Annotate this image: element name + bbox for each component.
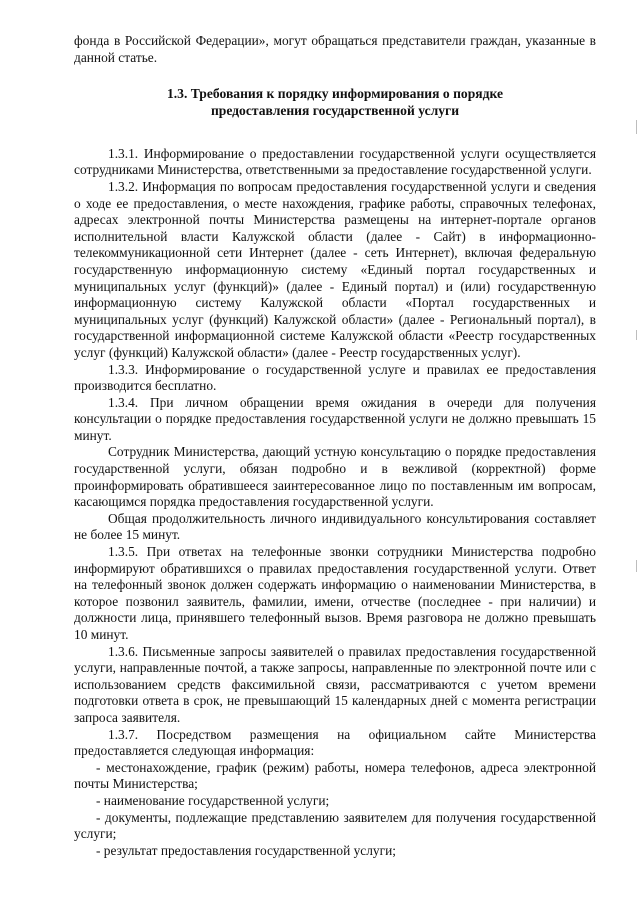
section-heading-line-2: предоставления государственной услуги <box>210 102 460 118</box>
paragraph-1-3-3: 1.3.3. Информирование о государственной услуге и правилах ее предоставления производится бесплатно. <box>74 361 596 394</box>
paragraph-1-3-4: 1.3.4. При личном обращении время ожидания в очереди для получения консультации о порядке предоставления государственной услуги не должно превышать 15 минут. <box>74 394 596 443</box>
document-body <box>74 33 596 859</box>
scan-artifact <box>636 120 637 134</box>
paragraph-duration: Общая продолжительность личного индивидуального консультирования составляет не более 15 минут. <box>74 510 596 543</box>
paragraph-1-3-6: 1.3.6. Письменные запросы заявителей о правилах предоставления государственной услуги, направленные почтой, а также запросы, направленные по электронной почте или с использованием средств факсимильной связи, рассматриваются с учетом времени подготовки ответа в срок, не превышающий 15 календарных дней с момента регистрации запроса заявителя. <box>74 643 596 725</box>
section-heading-line-1: 1.3. Требования к порядку информирования о порядке <box>166 86 504 102</box>
list-item-result: - результат предоставления государственной услуги; <box>96 842 396 858</box>
intro-paragraph: фонда в Российской Федерации», могут обращаться представители граждан, указанные в данной статье. <box>74 33 596 65</box>
scan-artifact <box>636 560 637 572</box>
paragraph-1-3-1: 1.3.1. Информирование о предоставлении государственной услуги осуществляется сотрудниками Министерства, ответственными за предоставление государственной услуги. <box>74 145 596 178</box>
paragraph-1-3-5: 1.3.5. При ответах на телефонные звонки сотрудники Министерства подробно информируют обратившихся о правилах предоставления государственной услуги. Ответ на телефонный звонок должен содержать информацию о наименовании Министерства, в которое позвонил заявитель, фамилии, имени, отчестве (последнее - при наличии) и должности лица, принявшего телефонный вызов. Время разговора не должно превышать 10 минут. <box>74 544 596 642</box>
list-item-documents: - документы, подлежащие представлению заявителем для получения государственной услуги; <box>74 809 596 842</box>
section-heading <box>74 86 596 120</box>
paragraph-1-3-7: 1.3.7. Посредством размещения на официальном сайте Министерства предоставляется следующая информация: <box>74 726 596 759</box>
list-item-location: - местонахождение, график (режим) работы, номера телефонов, адреса электронной почты Министерства; <box>74 759 596 792</box>
scan-artifact <box>636 330 637 340</box>
paragraph-1-3-2: 1.3.2. Информация по вопросам предоставления государственной услуги и сведения о ходе ее предоставления, о месте нахождения, графике работы, справочных телефонах, адресах электронной почты Министерства размещены на интернет-портале органов исполнительной власти Калужской области (далее - Сайт) в информационно-телекоммуникационной сети Интернет (далее - сеть Интернет), включая федеральную государственную информационную систему «Единый портал государственных и муниципальных услуг (функций)» (далее - Единый портал) и (или) государственную информационную систему Калужской области «Портал государственных и муниципальных услуг (функций) Калужской области» (далее - Региональный портал), в государственной информационной системе Калужской области «Реестр государственных услуг (функций) Калужской области» (далее - Реестр государственных услуг). <box>74 178 596 360</box>
paragraph-consultant: Сотрудник Министерства, дающий устную консультацию о порядке предоставления государственной услуги, обязан подробно и в вежливой (корректной) форме проинформировать обратившееся заинтересованное лицо по поставленным им вопросам, касающимся порядка предоставления государственной услуги. <box>74 444 596 510</box>
list-item-service-name: - наименование государственной услуги; <box>96 792 330 808</box>
